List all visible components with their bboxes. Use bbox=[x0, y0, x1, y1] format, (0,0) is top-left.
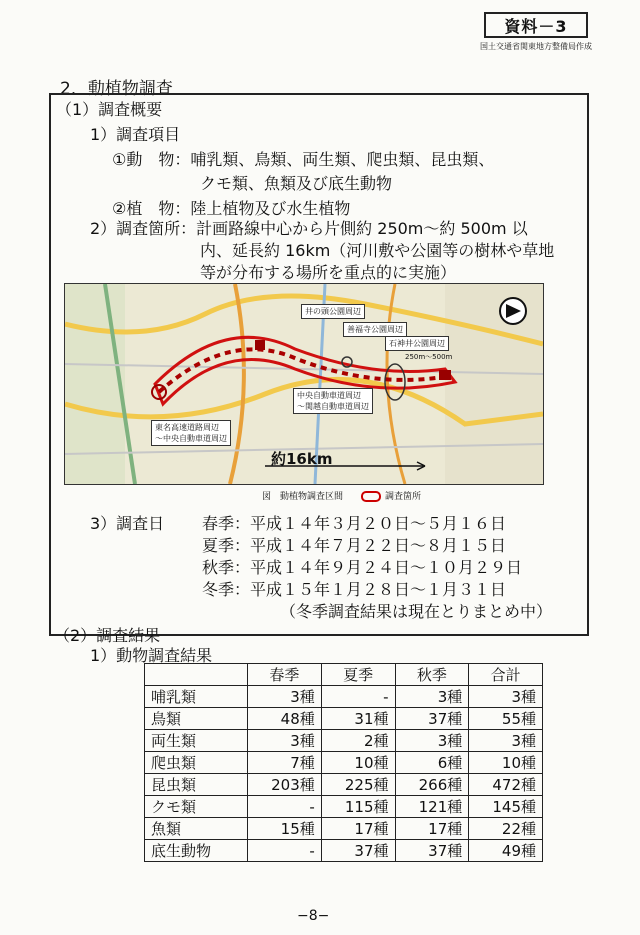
table-cell: 48種 bbox=[248, 708, 322, 730]
table-cell: 121種 bbox=[395, 796, 469, 818]
table-row bbox=[145, 774, 543, 796]
table-cell: - bbox=[248, 840, 322, 862]
table-cell: 115種 bbox=[321, 796, 395, 818]
table-cell: 10種 bbox=[469, 752, 543, 774]
map-legend-text: 調査箇所 bbox=[385, 492, 422, 502]
table-cell: 3種 bbox=[395, 730, 469, 752]
items-heading: 1）調査項目 bbox=[90, 125, 181, 144]
table-cell: 3種 bbox=[248, 686, 322, 708]
table-cell: 3種 bbox=[469, 686, 543, 708]
table-cell: 両生類 bbox=[145, 730, 248, 752]
table-cell: 55種 bbox=[469, 708, 543, 730]
table-cell: 6種 bbox=[395, 752, 469, 774]
table-cell: 15種 bbox=[248, 818, 322, 840]
document-tag: 資料－3 bbox=[484, 12, 588, 38]
schedule-note: （冬季調査結果は現在とりまとめ中） bbox=[280, 602, 553, 621]
section-title: 2．動植物調査 bbox=[60, 79, 173, 99]
schedule-winter: 冬季：平成１５年１月２８日～１月３１日 bbox=[202, 580, 507, 599]
results-table bbox=[144, 663, 543, 862]
table-row bbox=[145, 708, 543, 730]
sites-line-3: 等が分布する場所を重点的に実施） bbox=[200, 263, 457, 282]
table-cell: 底生動物 bbox=[145, 840, 248, 862]
table-header-cell: 春季 bbox=[248, 664, 322, 686]
map-label-tomei-chuo: 東名高速道路周辺 ～中央自動車道周辺 bbox=[151, 420, 231, 446]
animals-line-2: クモ類、魚類及び底生動物 bbox=[200, 174, 393, 193]
map-label-zenpukuji: 善福寺公園周辺 bbox=[343, 322, 407, 337]
table-cell: 哺乳類 bbox=[145, 686, 248, 708]
table-header-row bbox=[145, 664, 543, 686]
results-heading: （2）調査結果 bbox=[54, 626, 161, 645]
table-cell: 3種 bbox=[395, 686, 469, 708]
table-cell: 17種 bbox=[395, 818, 469, 840]
schedule-label: 3）調査日 bbox=[90, 514, 165, 533]
animals-line-1: ①動 物：哺乳類、鳥類、両生類、爬虫類、昆虫類、 bbox=[112, 150, 495, 169]
schedule-autumn: 秋季：平成１４年９月２４日～１０月２９日 bbox=[202, 558, 523, 577]
table-cell: 145種 bbox=[469, 796, 543, 818]
page-number: −8− bbox=[297, 908, 330, 924]
organization-note: 国土交通省関東地方整備局作成 bbox=[480, 42, 592, 51]
map-label-chuo-kanetsu: 中央自動車道周辺 ～関越自動車道周辺 bbox=[293, 388, 373, 414]
table-cell: 22種 bbox=[469, 818, 543, 840]
table-cell: - bbox=[248, 796, 322, 818]
table-cell: 魚類 bbox=[145, 818, 248, 840]
table-row bbox=[145, 752, 543, 774]
table-cell: 10種 bbox=[321, 752, 395, 774]
table-cell: 鳥類 bbox=[145, 708, 248, 730]
table-cell: 472種 bbox=[469, 774, 543, 796]
plants-line: ②植 物：陸上植物及び水生植物 bbox=[112, 199, 351, 218]
table-row bbox=[145, 730, 543, 752]
table-row bbox=[145, 840, 543, 862]
table-cell: 17種 bbox=[321, 818, 395, 840]
schedule-summer: 夏季：平成１４年７月２２日～８月１５日 bbox=[202, 536, 507, 555]
table-cell: 37種 bbox=[395, 708, 469, 730]
table-cell: 3種 bbox=[469, 730, 543, 752]
table-cell: 3種 bbox=[248, 730, 322, 752]
table-header-cell: 夏季 bbox=[321, 664, 395, 686]
map-label-distance: 250m～500m bbox=[405, 353, 453, 361]
table-cell: 225種 bbox=[321, 774, 395, 796]
results-subheading: 1）動物調査結果 bbox=[90, 646, 213, 665]
table-row bbox=[145, 796, 543, 818]
map-caption bbox=[262, 489, 421, 502]
table-header-cell: 合計 bbox=[469, 664, 543, 686]
map-caption-text: 図 動植物調査区間 bbox=[262, 492, 344, 502]
schedule-spring: 春季：平成１４年３月２０日～５月１６日 bbox=[202, 514, 507, 533]
sites-line-1: 2）調査箇所：計画路線中心から片側約 250m～約 500m 以 bbox=[90, 219, 528, 238]
table-header-cell: 秋季 bbox=[395, 664, 469, 686]
table-cell: 爬虫類 bbox=[145, 752, 248, 774]
table-cell: 37種 bbox=[395, 840, 469, 862]
table-cell: 昆虫類 bbox=[145, 774, 248, 796]
overview-heading: （1）調査概要 bbox=[56, 100, 163, 119]
map-label-shakujii: 石神井公園周辺 bbox=[385, 336, 449, 351]
legend-survey-area-icon bbox=[361, 491, 381, 502]
survey-map bbox=[64, 283, 544, 485]
table-cell: 2種 bbox=[321, 730, 395, 752]
table-cell: 31種 bbox=[321, 708, 395, 730]
table-row bbox=[145, 818, 543, 840]
table-row bbox=[145, 686, 543, 708]
table-cell: 37種 bbox=[321, 840, 395, 862]
map-label-length: 約16km bbox=[271, 450, 333, 468]
table-cell: 7種 bbox=[248, 752, 322, 774]
table-header-cell bbox=[145, 664, 248, 686]
table-cell: 266種 bbox=[395, 774, 469, 796]
sites-line-2: 内、延長約 16km（河川敷や公園等の樹林や草地 bbox=[200, 241, 555, 260]
map-label-inokashira: 井の頭公園周辺 bbox=[301, 304, 365, 319]
table-cell: 49種 bbox=[469, 840, 543, 862]
table-cell: 203種 bbox=[248, 774, 322, 796]
table-cell: - bbox=[321, 686, 395, 708]
table-cell: クモ類 bbox=[145, 796, 248, 818]
